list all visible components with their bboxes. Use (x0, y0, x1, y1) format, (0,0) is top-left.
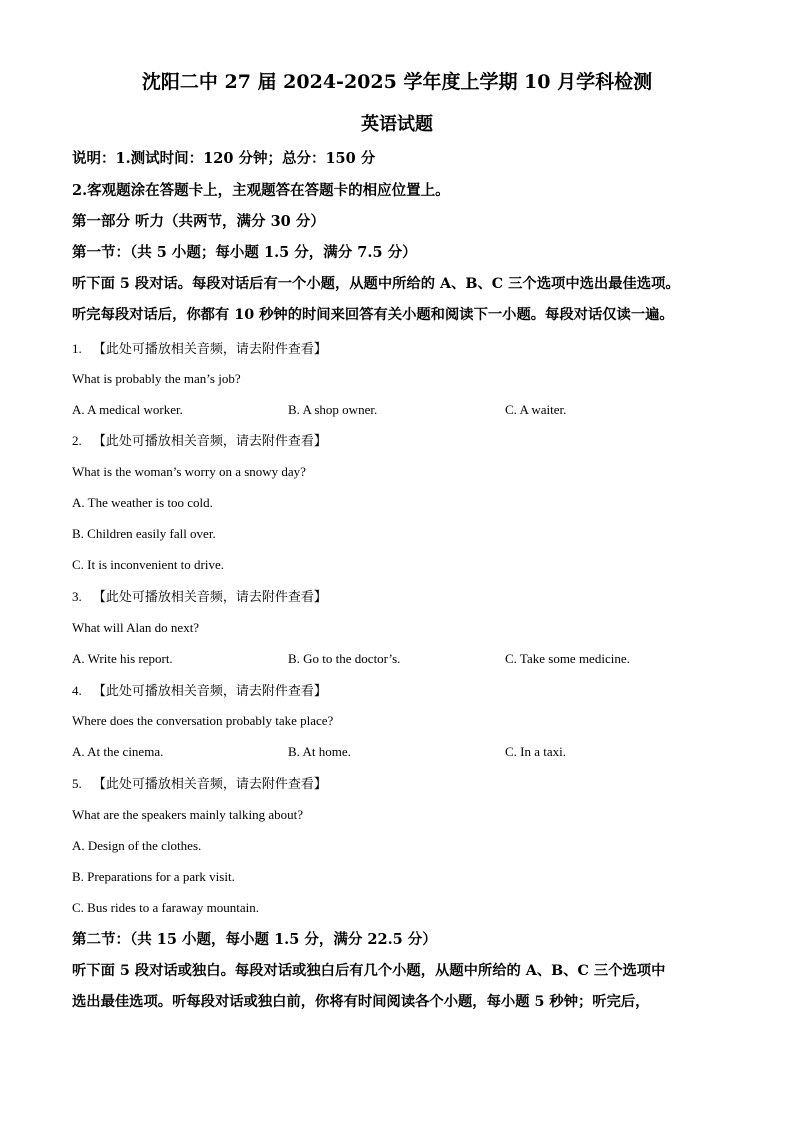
section1-direction-line-2: 听完每段对话后，你都有 10 秒钟的时间来回答有关小题和阅读下一小题。每段对话仅读一遍。 (72, 307, 674, 323)
question-3-text: What will Alan do next? (72, 620, 200, 635)
section2-direction-line-1: 听下面 5 段对话或独白。每段对话或独白后有几个小题，从题中所给的 A、B、C 三个选项中 (72, 963, 666, 979)
question-5-option-c: C. Bus rides to a faraway mountain. (72, 900, 260, 915)
audio-link[interactable]: 【此处可播放相关音频，请去附件查看】 (92, 684, 327, 699)
question-1-option-c: C. A waiter. (505, 402, 567, 417)
question-number: 3. (72, 589, 82, 604)
audio-link[interactable]: 【此处可播放相关音频，请去附件查看】 (92, 342, 327, 357)
audio-link[interactable]: 【此处可播放相关音频，请去附件查看】 (92, 777, 327, 792)
section1-heading: 第一节：（共 5 小题；每小题 1.5 分，满分 7.5 分） (72, 244, 417, 261)
question-5-header (72, 773, 327, 795)
question-2-header (72, 430, 327, 452)
question-5-option-b: B. Preparations for a park visit. (72, 869, 235, 884)
question-number: 2. (72, 433, 82, 448)
question-2-option-c: C. It is inconvenient to drive. (72, 557, 225, 572)
question-4-option-c: C. In a taxi. (505, 744, 567, 759)
audio-link[interactable]: 【此处可播放相关音频，请去附件查看】 (92, 590, 327, 605)
question-1-option-a: A. A medical worker. (72, 402, 183, 417)
question-1-header (72, 338, 327, 360)
section2-direction-line-2: 选出最佳选项。听每段对话或独白前，你将有时间阅读各个小题，每小题 5 秒钟；听完后， (72, 994, 650, 1010)
question-3-option-a: A. Write his report. (72, 651, 173, 666)
question-4-option-a: A. At the cinema. (72, 744, 164, 759)
question-2-option-b: B. Children easily fall over. (72, 526, 216, 541)
part1-heading: 第一部分 听力（共两节，满分 30 分） (72, 213, 325, 230)
question-number: 1. (72, 341, 82, 356)
question-2-option-a: A. The weather is too cold. (72, 495, 213, 510)
question-3-option-b: B. Go to the doctor’s. (288, 651, 401, 666)
exam-title: 沈阳二中 27 届 2024-2025 学年度上学期 10 月学科检测 (141, 71, 653, 93)
audio-link[interactable]: 【此处可播放相关音频，请去附件查看】 (92, 434, 327, 449)
question-3-option-c: C. Take some medicine. (505, 651, 630, 666)
question-5-option-a: A. Design of the clothes. (72, 838, 202, 853)
question-4-option-b: B. At home. (288, 744, 351, 759)
question-5-text: What are the speakers mainly talking about? (72, 807, 304, 822)
section1-direction-line-1: 听下面 5 段对话。每段对话后有一个小题，从题中所给的 A、B、C 三个选项中选出最佳选项。 (72, 276, 680, 292)
question-3-header (72, 586, 327, 608)
question-2-text: What is the woman’s worry on a snowy day? (72, 464, 306, 479)
question-number: 4. (72, 683, 82, 698)
instruction-line-1: 说明：1.测试时间：120 分钟；总分：150 分 (72, 150, 376, 167)
instruction-line-2: 2.客观题涂在答题卡上，主观题答在答题卡的相应位置上。 (72, 182, 450, 199)
question-4-header (72, 680, 327, 702)
exam-subtitle: 英语试题 (361, 114, 433, 135)
question-number: 5. (72, 776, 82, 791)
question-4-text: Where does the conversation probably take place? (72, 713, 334, 728)
question-1-text: What is probably the man’s job? (72, 371, 241, 386)
question-1-option-b: B. A shop owner. (288, 402, 378, 417)
section2-heading: 第二节：（共 15 小题，每小题 1.5 分，满分 22.5 分） (72, 931, 437, 948)
